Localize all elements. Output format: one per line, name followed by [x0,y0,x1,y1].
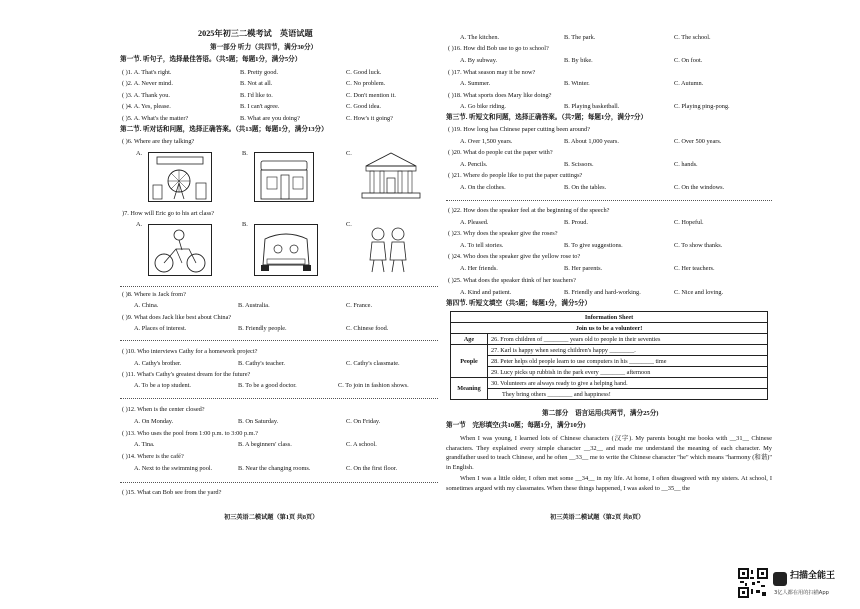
divider [446,200,772,201]
q17-b: B. Winter. [564,80,590,87]
q14-b: B. Near the changing rooms. [238,465,311,472]
q11-question: ( )11. What's Cathy's greatest dream for the future? [122,371,251,378]
q21-c: C. On the windows. [674,184,725,191]
q10-c: C. Cathy's classmate. [346,360,400,367]
q9-a: A. Places of interest. [134,325,187,332]
q20-a: A. Pencils. [460,161,488,168]
car-picture [254,224,318,276]
q12-c: C. On Friday. [346,418,381,425]
q23-question: ( )23. Why does the speaker give the roses? [448,230,558,237]
q23-a: A. To tell stories. [460,242,504,249]
q20-b: B. Scissors. [564,161,594,168]
q15-a: A. The kitchen. [460,34,500,41]
q7-question: )7. How will Eric go to his art class? [122,210,215,217]
q26-blank[interactable]: 26. From children of ________ years old to people in their seventies [488,334,768,345]
page-footer-2: 初三英语二模试题（第2页 共8页） [550,514,645,521]
meaning-label: Meaning [451,378,488,400]
q15-c: C. The school. [674,34,711,41]
q6-label-b: B. [242,150,248,157]
info-sheet-title: Information Sheet [451,312,768,323]
q21-b: B. On the tables. [564,184,607,191]
q5-c: C. How's it going? [346,115,393,122]
q10-b: B. Cathy's teacher. [238,360,285,367]
q24-b: B. Her parents. [564,265,603,272]
q8-c: C. France. [346,302,373,309]
q7-label-c: C. [346,221,352,228]
q16-a: A. By subway. [460,57,498,64]
age-label: Age [451,334,488,345]
cloze-paragraph-2: When I was a little older, I often met some __34__ in my life. At home, I often disagreed with my sisters. At school, I sometimes argued with my classmates. When these things happened, I was asked to __35__ the [446,475,772,492]
q9-b: B. Friendly people. [238,325,287,332]
right-page [446,0,772,609]
q22-b: B. Proud. [564,219,588,226]
q13-a: A. Tina. [134,441,155,448]
q16-b: B. By bike. [564,57,593,64]
q7-label-a: A. [136,221,143,228]
q13-c: C. A school. [346,441,377,448]
divider [120,398,438,399]
q12-a: A. On Monday. [134,418,174,425]
section5-heading: 第一节 完形填空(共10题；每题1分，满分10分) [446,422,586,429]
q17-c: C. Autumn. [674,80,704,87]
q18-a: A. Go bike riding. [460,103,506,110]
q12-question: ( )12. When is the center closed? [122,406,205,413]
q20-c: C. hands. [674,161,698,168]
q3-b: B. I'd like to. [240,92,273,99]
q17-question: ( )17. What season may it be now? [448,69,536,76]
bike-picture [148,224,212,276]
q8-question: ( )8. Where is Jack from? [122,291,186,298]
q22-question: ( )22. How does the speaker feel at the beginning of the speech? [448,207,610,214]
amusement-park-picture [148,152,212,202]
q18-question: ( )18. What sports does Mary like doing? [448,92,552,99]
q23-c: C. To show thanks. [674,242,723,249]
walking-picture [358,222,420,276]
watermark-brand: 扫描全能王 [790,571,836,581]
section4-heading: 第四节. 听短文填空（共5题；每题1分，满分5分） [446,300,592,307]
left-page [120,0,438,609]
q13-question: ( )13. Who uses the pool from 1:00 p.m. to 3:00 p.m.? [122,430,258,437]
section2-heading: 第二节. 听对话和问题，选择正确答案。（共13题；每题1分，满分13分） [120,126,328,133]
part2-heading: 第二部分 语言运用(共两节，满分25分) [542,410,659,417]
q19-a: A. Over 1,500 years. [460,138,513,145]
q24-c: C. Her teachers. [674,265,715,272]
q22-c: C. Hopeful. [674,219,704,226]
divider [120,340,438,341]
q25-question: ( )25. What does the speaker think of her teachers? [448,277,576,284]
q2-b: B. Not at all. [240,80,273,87]
q9-c: C. Chinese food. [346,325,389,332]
q11-b: B. To be a good doctor. [238,382,297,389]
page-footer-1: 初三英语二模试题（第1页 共8页） [224,514,319,521]
q14-question: ( )14. Where is the café? [122,453,184,460]
information-sheet-table [450,311,768,400]
exam-title: 2025年初三二模考试 英语试题 [198,29,313,38]
q21-question: ( )21. Where do people like to put the paper cuttings? [448,172,583,179]
part1-heading: 第一部分 听力（共四节，满分30分） [210,44,318,51]
cloze-paragraph-1: When I was young, I learned lots of Chinese characters (汉字). My parents bought me books with __31__ Chinese characters. They explained every simple character __32__ and made me understand the meaning of each character. My grandfather used to teach Chinese, and he often __33__ me to write the Chinese character "he" which means "harmony (和谐)" in English. [446,435,772,471]
q6-label-c: C. [346,150,352,157]
divider [120,286,438,287]
q4-c: C. Good idea. [346,103,381,110]
q1-b: B. Pretty good. [240,69,279,76]
q27-blank[interactable]: 27. Karl is happy when seeing children's happy ________. [488,345,768,356]
q21-a: A. On the clothes. [460,184,506,191]
q12-b: B. On Saturday. [238,418,279,425]
q3-a: ( )3. A. Thank you. [122,92,170,99]
q29-blank[interactable]: 29. Lucy picks up rubbish in the park every ________ afternoon [488,367,768,378]
q23-b: B. To give suggestions. [564,242,623,249]
q11-a: A. To be a top student. [134,382,191,389]
q25-a: A. Kind and patient. [460,289,512,296]
q16-question: ( )16. How did Bob use to go to school? [448,45,549,52]
q3-c: C. Don't mention it. [346,92,396,99]
q30-line1: 30. Volunteers are always ready to give a helping hand. [488,378,768,389]
q11-c: C. To join in fashion shows. [338,382,409,389]
q18-b: B. Playing basketball. [564,103,620,110]
q19-c: C. Over 500 years. [674,138,722,145]
q8-a: A. China. [134,302,159,309]
q2-c: C. No problem. [346,80,386,87]
q6-label-a: A. [136,150,143,157]
q24-question: ( )24. Who does the speaker give the yellow rose to? [448,253,581,260]
info-sheet-subtitle: Join us to be a volunteer! [451,323,768,334]
section3-heading: 第三节. 听短文和问题，选择正确答案。（共7题；每题1分，满分7分） [446,114,648,121]
q15-b: B. The park. [564,34,596,41]
restaurant-picture [254,152,314,202]
q19-question: ( )19. How long has Chinese paper cutting been around? [448,126,590,133]
q25-c: C. Nice and loving. [674,289,724,296]
q19-b: B. About 1,000 years. [564,138,619,145]
camscanner-logo-icon [773,572,787,586]
people-label: People [451,345,488,378]
q16-c: C. On foot. [674,57,703,64]
watermark-tagline: 3亿人都在用的扫描App [774,590,829,596]
q10-question: ( )10. Who interviews Cathy for a homework project? [122,348,258,355]
q22-a: A. Pleased. [460,219,489,226]
q15-question: ( )15. What can Bob see from the yard? [122,489,222,496]
q18-c: C. Playing ping-pong. [674,103,730,110]
q5-a: ( )5. A. What's the matter? [122,115,189,122]
q10-a: A. Cathy's brother. [134,360,182,367]
q25-b: B. Friendly and hard-working. [564,289,641,296]
q13-b: B. A beginners' class. [238,441,292,448]
museum-picture [358,150,424,202]
q6-question: ( )6. Where are they talking? [122,138,195,145]
q8-b: B. Australia. [238,302,270,309]
q5-b: B. What are you doing? [240,115,300,122]
q1-c: C. Good luck. [346,69,382,76]
q9-question: ( )9. What does Jack like best about China? [122,314,232,321]
q30-blank[interactable]: They bring others ________ and happiness! [488,389,768,400]
q20-question: ( )20. What do people cut the paper with? [448,149,553,156]
section1-heading: 第一节. 听句子，选择最佳答语。（共5题；每题1分，满分5分） [120,56,302,63]
q4-a: ( )4. A. Yes, please. [122,103,171,110]
q14-a: A. Next to the swimming pool. [134,465,213,472]
q1-a: ( )1. A. That's right. [122,69,172,76]
q7-label-b: B. [242,221,248,228]
q2-a: ( )2. A. Never mind. [122,80,173,87]
q17-a: A. Summer. [460,80,491,87]
q4-b: B. I can't agree. [240,103,280,110]
qr-code-icon [738,568,768,598]
q28-blank[interactable]: 28. Peter helps old people learn to use computers in his ________ time [488,356,768,367]
q24-a: A. Her friends. [460,265,498,272]
q14-c: C. On the first floor. [346,465,398,472]
divider [120,482,438,483]
